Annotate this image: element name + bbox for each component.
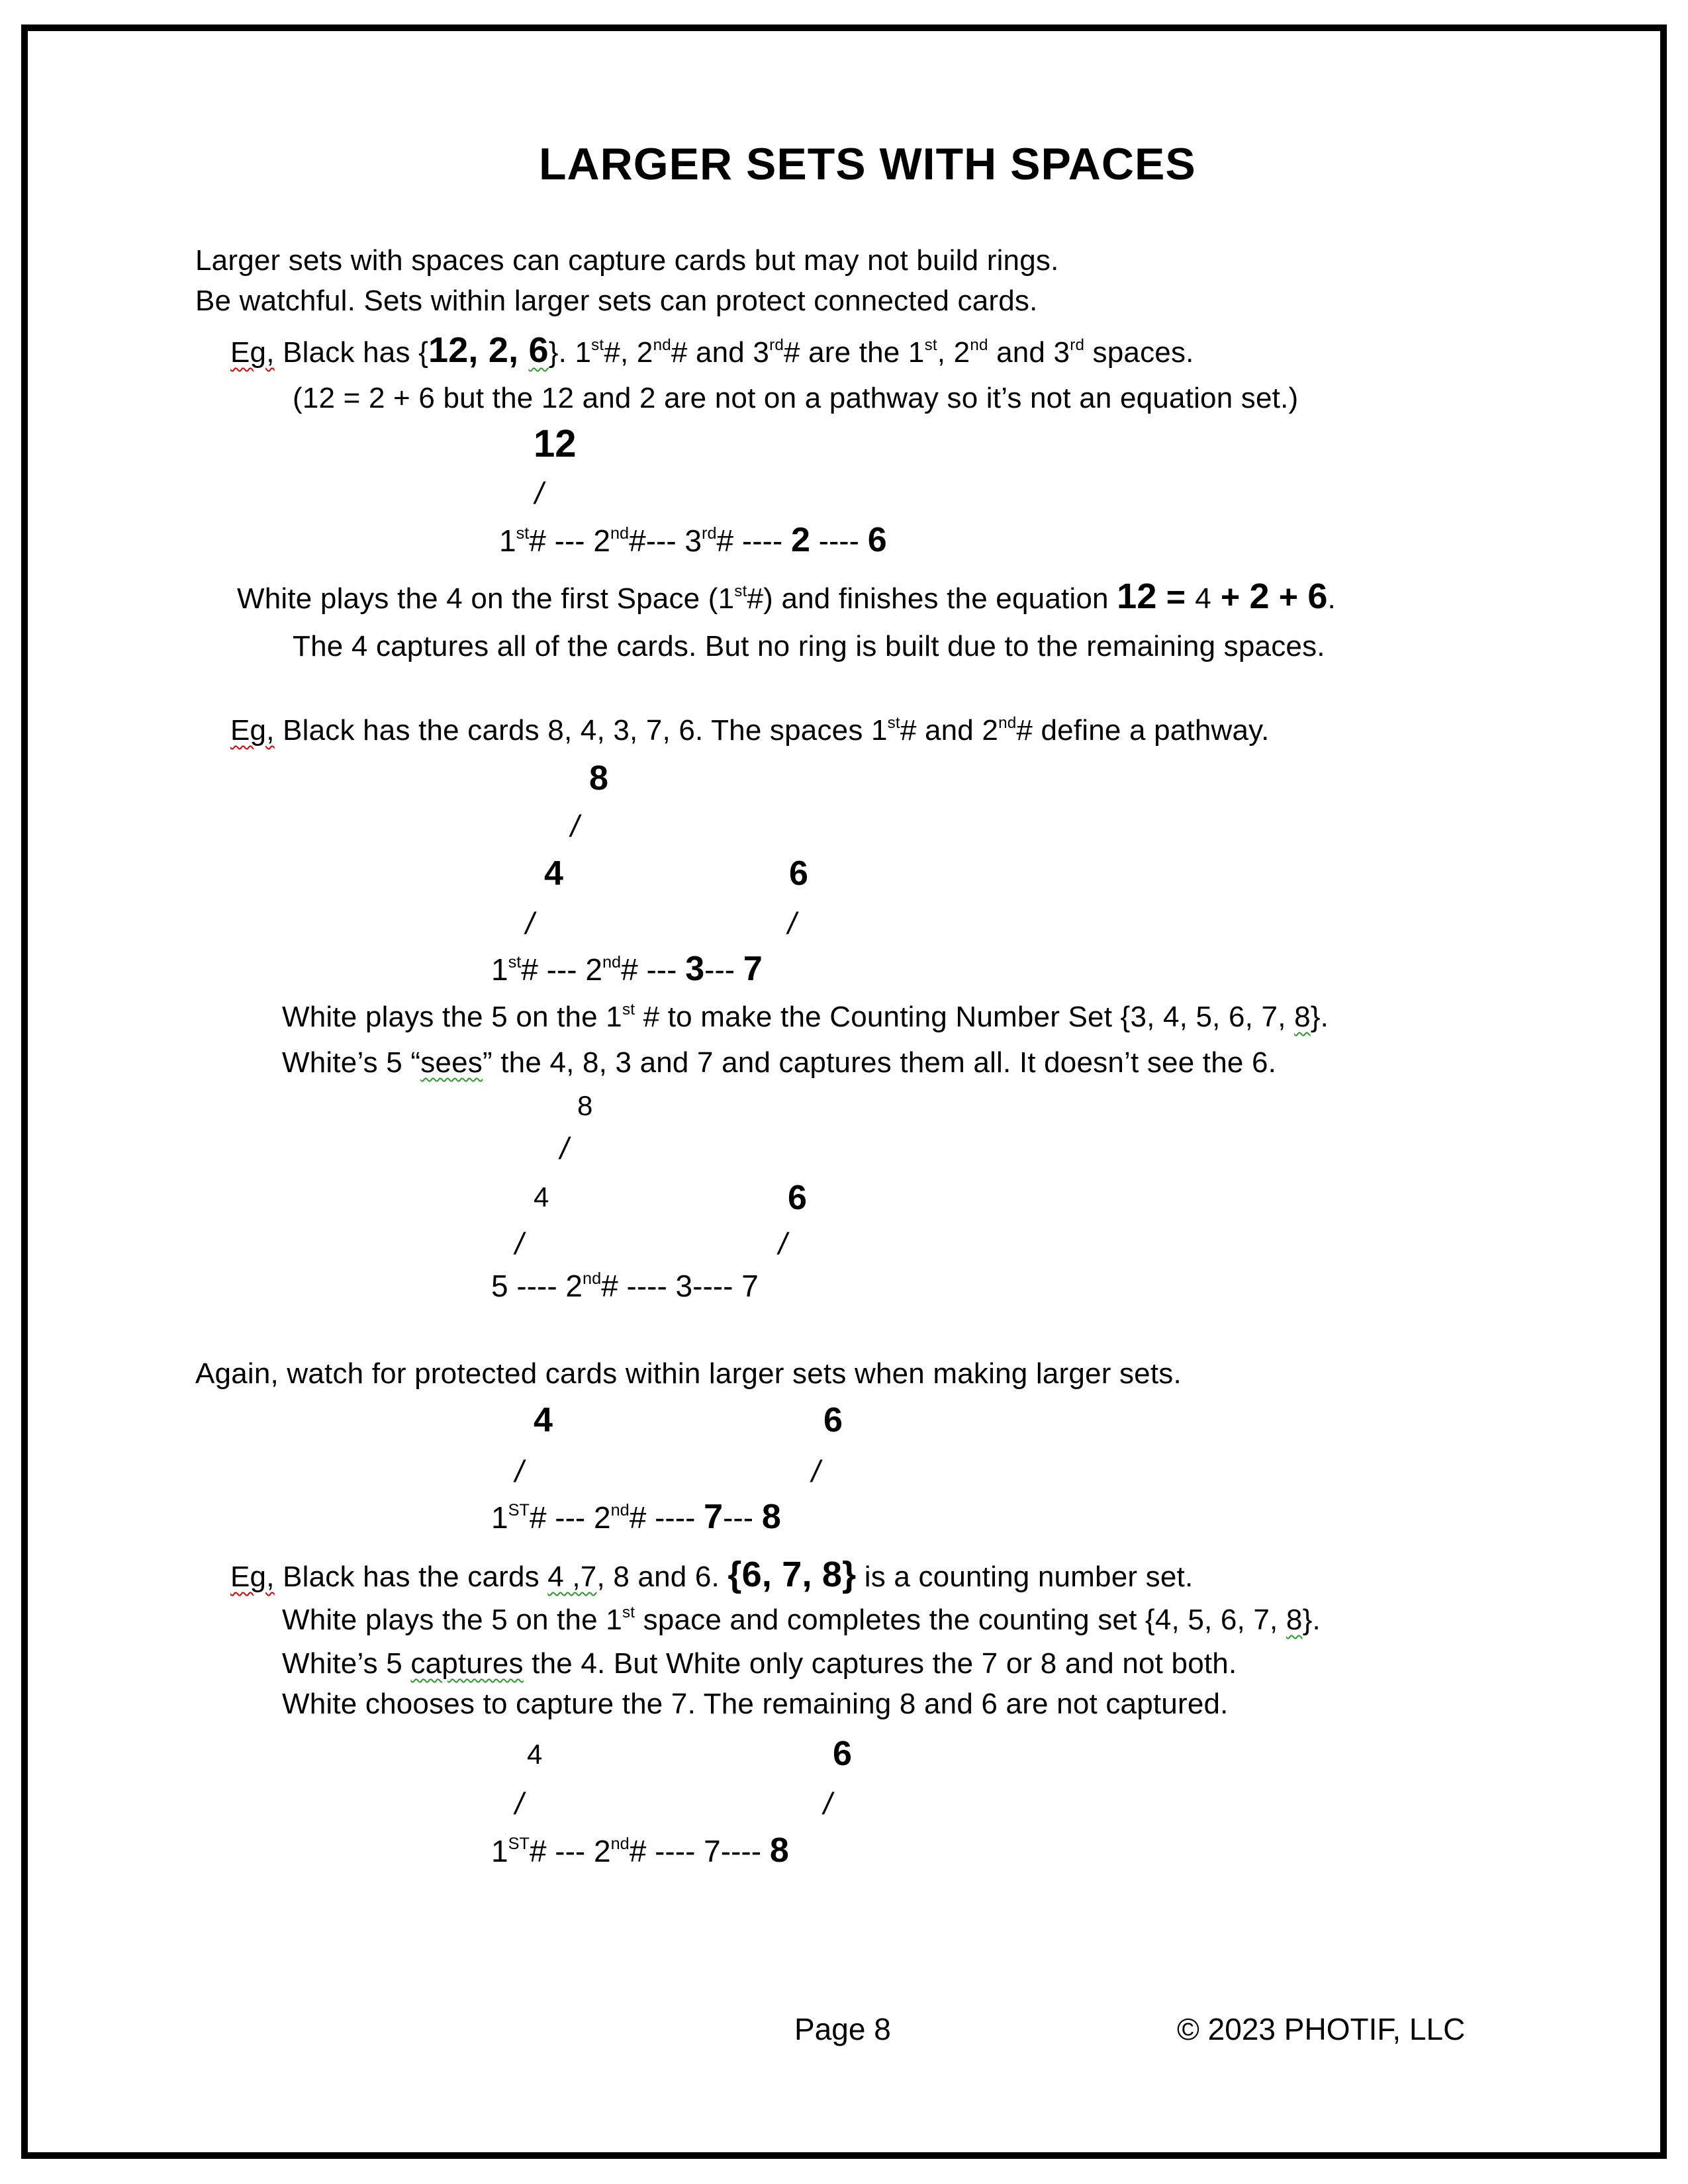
- set-last-value: 6: [528, 330, 549, 370]
- diagram3-connector-top: /: [560, 1131, 569, 1165]
- example2-result-line-2: White’s 5 “sees” the 4, 8, 3 and 7 and captures them all. It doesn’t see the 6.: [282, 1046, 1277, 1079]
- diagram1-node-12: 12: [534, 422, 577, 465]
- page-title: LARGER SETS WITH SPACES: [539, 139, 1196, 189]
- example3-statement: Eg, Black has the cards 4 ,7, 8 and 6. {6, 7, 8} is a counting number set.: [230, 1555, 1194, 1594]
- example1-result-line-2: The 4 captures all of the cards. But no ring is built due to the remaining spaces.: [293, 630, 1325, 662]
- example3-line-3: White chooses to capture the 7. The remaining 8 and 6 are not captured.: [282, 1688, 1229, 1720]
- diagram1-node-6: 6: [867, 521, 887, 559]
- diagram5-node-6: 6: [833, 1735, 852, 1773]
- example3-line-1: White plays the 5 on the 1st space and completes the counting set {4, 5, 6, 7, 8}.: [282, 1603, 1321, 1636]
- example3-line-2: White’s 5 captures the 4. But White only captures the 7 or 8 and not both.: [282, 1647, 1237, 1680]
- example2-result-line-1: White plays the 5 on the 1st # to make the Counting Number Set {3, 4, 5, 6, 7, 8}.: [282, 1000, 1329, 1033]
- diagram2-connector-right: /: [788, 906, 796, 940]
- page-number: Page 8: [794, 2012, 891, 2046]
- diagram2-node-4: 4: [544, 854, 563, 893]
- example2-statement: Eg, Black has the cards 8, 4, 3, 7, 6. The spaces 1st# and 2nd# define a pathway.: [230, 713, 1270, 747]
- copyright: © 2023 PHOTIF, LLC: [1177, 2012, 1466, 2046]
- diagram4-connector-right: /: [812, 1454, 820, 1488]
- diagram2-pathway: 1st# --- 2nd# --- 3--- 7: [491, 950, 763, 988]
- example3-intro: Again, watch for protected cards within larger sets when making larger sets.: [195, 1357, 1182, 1390]
- diagram5-connector-right: /: [823, 1786, 832, 1821]
- diagram1-pathway: 1st# --- 2nd#--- 3rd# ---- 2 ---- 6: [499, 521, 887, 559]
- diagram2-connector-left: /: [526, 906, 534, 940]
- diagram4-connector-left: /: [515, 1454, 524, 1488]
- diagram3-connector-right: /: [778, 1226, 787, 1261]
- diagram3-node-8: 8: [577, 1090, 593, 1121]
- intro-line-1: Larger sets with spaces can capture cards but may not build rings.: [195, 244, 1059, 277]
- diagram3-pathway: 5 ---- 2nd# ---- 3---- 7: [491, 1269, 759, 1303]
- example1-result-line-1: White plays the 4 on the first Space (1st#) and finishes the equation 12 = 4 + 2 + 6.: [237, 576, 1336, 616]
- set-values: 12, 2,: [428, 330, 529, 370]
- diagram1-node-2: 2: [790, 521, 810, 559]
- diagram4-pathway: 1ST# --- 2nd# ---- 7--- 8: [491, 1498, 781, 1536]
- diagram4-node-4: 4: [534, 1401, 553, 1439]
- diagram5-connector-left: /: [515, 1786, 524, 1821]
- example1-note: (12 = 2 + 6 but the 12 and 2 are not on a pathway so it’s not an equation set.): [293, 382, 1299, 414]
- example1-statement: Eg, Black has {12, 2, 6}. 1st#, 2nd# and 3rd# are the 1st, 2nd and 3rd spaces.: [230, 330, 1194, 370]
- diagram3-connector-left: /: [515, 1226, 524, 1261]
- diagram4-node-6: 6: [823, 1401, 843, 1439]
- intro-line-2: Be watchful. Sets within larger sets can protect connected cards.: [195, 285, 1038, 317]
- diagram2-node-8: 8: [589, 759, 608, 797]
- diagram5-pathway: 1ST# --- 2nd# ---- 7---- 8: [491, 1831, 789, 1870]
- diagram2-node-6: 6: [789, 854, 808, 893]
- eg-abbrev: Eg,: [230, 336, 275, 369]
- diagram5-node-4: 4: [527, 1739, 543, 1770]
- diagram1-connector: /: [535, 476, 543, 510]
- counting-set: {6, 7, 8}: [727, 1555, 857, 1594]
- diagram3-node-4: 4: [534, 1181, 549, 1212]
- diagram3-node-6: 6: [788, 1179, 807, 1217]
- diagram2-connector-top: /: [571, 809, 579, 843]
